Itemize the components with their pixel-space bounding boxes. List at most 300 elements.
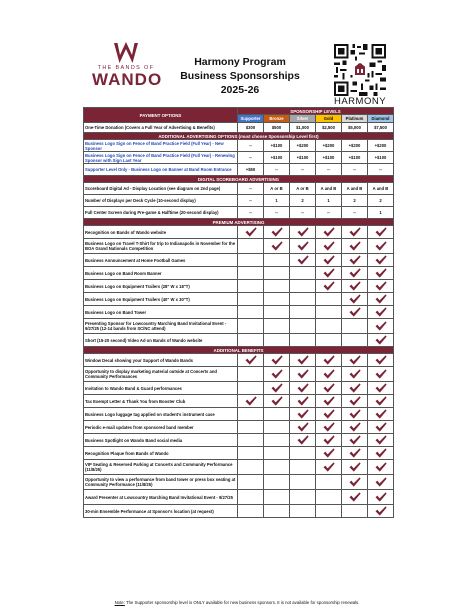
premium-check-cell bbox=[264, 226, 290, 239]
checkmark-icon bbox=[323, 255, 335, 265]
scoreboard-row bbox=[84, 195, 394, 207]
premium-check-cell bbox=[264, 254, 290, 267]
checkmark-icon bbox=[375, 383, 387, 393]
benefit-check-cell bbox=[342, 434, 368, 447]
benefit-check-cell bbox=[368, 421, 394, 434]
checkmark-icon bbox=[297, 369, 309, 379]
benefit-check-cell bbox=[238, 505, 264, 518]
benefit-check-cell bbox=[368, 408, 394, 421]
scoreboard-advertising-header bbox=[84, 176, 394, 183]
premium-check-cell bbox=[264, 319, 290, 334]
scoreboard-value: -- bbox=[238, 207, 264, 219]
scoreboard-value: 2 bbox=[290, 195, 316, 207]
advertising-option-row bbox=[84, 152, 394, 164]
checkmark-icon bbox=[375, 369, 387, 379]
level-bronze: Bronze bbox=[264, 115, 290, 123]
premium-check-cell bbox=[342, 254, 368, 267]
premium-row-label: Business Logo on Equipment Trailers (28" W x 18"T) bbox=[84, 280, 238, 293]
benefit-check-cell bbox=[342, 505, 368, 518]
benefit-check-cell bbox=[238, 460, 264, 475]
benefit-check-cell bbox=[238, 395, 264, 408]
scoreboard-value: 2 bbox=[342, 195, 368, 207]
checkmark-icon bbox=[245, 355, 257, 365]
benefit-check-cell bbox=[316, 505, 342, 518]
benefit-check-cell bbox=[316, 408, 342, 421]
scoreboard-value: 1 bbox=[316, 195, 342, 207]
donation-amount: $5,000 bbox=[342, 123, 368, 133]
checkmark-icon bbox=[323, 435, 335, 445]
checkmark-icon bbox=[323, 241, 335, 251]
advertising-option-price: +$100 bbox=[264, 152, 290, 164]
advertising-option-label: Business Logo Sign on Fence of Band Practice Field (Full Year) - Renewing Sponsor with Sign Last Year bbox=[84, 152, 238, 164]
premium-check-cell bbox=[342, 306, 368, 319]
premium-row bbox=[84, 254, 394, 267]
premium-check-cell bbox=[316, 226, 342, 239]
level-diamond: Diamond bbox=[368, 115, 394, 123]
level-supporter: Supporter bbox=[238, 115, 264, 123]
checkmark-icon bbox=[375, 281, 387, 291]
premium-check-cell bbox=[368, 293, 394, 306]
advertising-option-price: -- bbox=[316, 164, 342, 176]
premium-check-cell bbox=[264, 306, 290, 319]
logo-wordmark: WANDO bbox=[92, 70, 163, 89]
premium-check-cell bbox=[342, 239, 368, 254]
checkmark-icon bbox=[271, 241, 283, 251]
benefit-check-cell bbox=[316, 367, 342, 382]
benefit-check-cell bbox=[316, 395, 342, 408]
advertising-option-label: Supporter Level Only - Business Logo on Banner at Band Room Entrance bbox=[84, 164, 238, 176]
premium-check-cell bbox=[238, 226, 264, 239]
checkmark-icon bbox=[349, 281, 361, 291]
checkmark-icon bbox=[349, 369, 361, 379]
additional-benefits-header bbox=[84, 347, 394, 354]
advertising-option-price: +$100 bbox=[368, 152, 394, 164]
advertising-option-price: +$50 bbox=[238, 164, 264, 176]
checkmark-icon bbox=[375, 435, 387, 445]
checkmark-icon bbox=[323, 268, 335, 278]
premium-check-cell bbox=[290, 267, 316, 280]
checkmark-icon bbox=[297, 435, 309, 445]
benefit-check-cell bbox=[264, 490, 290, 505]
premium-check-cell bbox=[342, 280, 368, 293]
checkmark-icon bbox=[375, 268, 387, 278]
benefit-check-cell bbox=[342, 460, 368, 475]
benefit-check-cell bbox=[290, 505, 316, 518]
checkmark-icon bbox=[349, 448, 361, 458]
benefit-check-cell bbox=[342, 447, 368, 460]
checkmark-icon bbox=[375, 506, 387, 516]
sponsorship-table-body bbox=[84, 108, 394, 518]
premium-row bbox=[84, 267, 394, 280]
premium-row-label: Business Logo on Travel T-Shirt for trip to Indianapolis in November for the BOA Grand Nationals Competition bbox=[84, 239, 238, 254]
checkmark-icon bbox=[375, 396, 387, 406]
benefit-check-cell bbox=[368, 475, 394, 490]
benefit-check-cell bbox=[368, 434, 394, 447]
benefit-check-cell bbox=[238, 354, 264, 367]
benefit-check-cell bbox=[342, 382, 368, 395]
benefit-check-cell bbox=[368, 460, 394, 475]
checkmark-icon bbox=[349, 383, 361, 393]
advertising-option-price: +$100 bbox=[342, 152, 368, 164]
benefit-row-label: Window Decal showing your Support of Wando Bands bbox=[84, 354, 238, 367]
checkmark-icon bbox=[349, 294, 361, 304]
scoreboard-value: 2 bbox=[368, 195, 394, 207]
checkmark-icon bbox=[375, 477, 387, 487]
premium-check-cell bbox=[290, 254, 316, 267]
premium-check-cell bbox=[316, 319, 342, 334]
benefit-check-cell bbox=[316, 354, 342, 367]
benefit-row-label: Invitation to Wando Band & Guard performances bbox=[84, 382, 238, 395]
premium-check-cell bbox=[238, 334, 264, 347]
benefit-check-cell bbox=[290, 490, 316, 505]
benefit-check-cell bbox=[290, 408, 316, 421]
premium-check-cell bbox=[368, 334, 394, 347]
checkmark-icon bbox=[349, 355, 361, 365]
payment-options-header: PAYMENT OPTIONS bbox=[84, 108, 238, 123]
advertising-option-price: +$200 bbox=[342, 140, 368, 152]
checkmark-icon bbox=[349, 241, 361, 251]
advertising-option-price: +$100 bbox=[316, 152, 342, 164]
premium-check-cell bbox=[264, 334, 290, 347]
premium-check-cell bbox=[290, 319, 316, 334]
advertising-option-price: -- bbox=[238, 140, 264, 152]
benefit-check-cell bbox=[264, 421, 290, 434]
premium-advertising-header bbox=[84, 219, 394, 226]
checkmark-icon bbox=[271, 383, 283, 393]
premium-check-cell bbox=[342, 226, 368, 239]
advertising-option-price: -- bbox=[238, 152, 264, 164]
benefit-check-cell bbox=[264, 395, 290, 408]
benefit-row-label: Recognition Plaque from Bands of Wando bbox=[84, 447, 238, 460]
additional-benefits-header-label: ADDITIONAL BENEFITS bbox=[84, 347, 394, 354]
benefit-row bbox=[84, 505, 394, 518]
scoreboard-value: A and B bbox=[368, 183, 394, 195]
scoreboard-value: 1 bbox=[264, 195, 290, 207]
premium-check-cell bbox=[316, 280, 342, 293]
benefit-check-cell bbox=[316, 460, 342, 475]
checkmark-icon bbox=[245, 227, 257, 237]
benefit-row-label: Tax Exempt Letter & Thank You from Booster Club bbox=[84, 395, 238, 408]
checkmark-icon bbox=[323, 227, 335, 237]
premium-check-cell bbox=[342, 334, 368, 347]
sponsorship-table bbox=[83, 107, 394, 518]
donation-amount: $7,500 bbox=[368, 123, 394, 133]
premium-check-cell bbox=[238, 319, 264, 334]
premium-check-cell bbox=[368, 280, 394, 293]
checkmark-icon bbox=[349, 477, 361, 487]
premium-check-cell bbox=[342, 267, 368, 280]
benefit-check-cell bbox=[238, 367, 264, 382]
benefit-check-cell bbox=[316, 475, 342, 490]
title-line-1: Harmony Program bbox=[194, 56, 286, 68]
premium-row bbox=[84, 293, 394, 306]
checkmark-icon bbox=[375, 355, 387, 365]
premium-check-cell bbox=[290, 280, 316, 293]
scoreboard-value: A or B bbox=[290, 183, 316, 195]
scoreboard-row-label: Number of Displays per Deck Cycle (10-second display) bbox=[84, 195, 238, 207]
premium-check-cell bbox=[290, 226, 316, 239]
premium-row bbox=[84, 306, 394, 319]
benefit-row bbox=[84, 490, 394, 505]
premium-check-cell bbox=[342, 293, 368, 306]
checkmark-icon bbox=[349, 492, 361, 502]
benefit-check-cell bbox=[264, 475, 290, 490]
benefit-row-label: Business Logo luggage tag applied on student's instrument case bbox=[84, 408, 238, 421]
benefit-check-cell bbox=[316, 434, 342, 447]
checkmark-icon bbox=[297, 409, 309, 419]
checkmark-icon bbox=[271, 369, 283, 379]
checkmark-icon bbox=[297, 396, 309, 406]
premium-row bbox=[84, 334, 394, 347]
qr-code-icon bbox=[334, 44, 386, 96]
advertising-option-row bbox=[84, 164, 394, 176]
premium-check-cell bbox=[264, 293, 290, 306]
benefit-check-cell bbox=[342, 367, 368, 382]
premium-check-cell bbox=[238, 293, 264, 306]
benefit-check-cell bbox=[264, 354, 290, 367]
checkmark-icon bbox=[375, 294, 387, 304]
checkmark-icon bbox=[323, 355, 335, 365]
bands-of-wando-logo bbox=[92, 42, 163, 94]
checkmark-icon bbox=[323, 281, 335, 291]
benefit-check-cell bbox=[290, 354, 316, 367]
benefit-check-cell bbox=[342, 354, 368, 367]
checkmark-icon bbox=[375, 307, 387, 317]
advertising-option-price: +$200 bbox=[368, 140, 394, 152]
benefit-check-cell bbox=[342, 421, 368, 434]
checkmark-icon bbox=[297, 383, 309, 393]
note-prefix: Note: bbox=[114, 600, 125, 605]
checkmark-icon bbox=[323, 422, 335, 432]
checkmark-icon bbox=[375, 462, 387, 472]
benefit-check-cell bbox=[368, 395, 394, 408]
title-line-2: Business Sponsorships 2025-26 bbox=[180, 70, 300, 96]
premium-check-cell bbox=[316, 293, 342, 306]
benefit-check-cell bbox=[238, 490, 264, 505]
premium-check-cell bbox=[238, 254, 264, 267]
benefit-check-cell bbox=[264, 447, 290, 460]
note-text: The Supporter sponsorship level is ONLY available for new business sponsors. It is not available for sponsorship renewals. bbox=[124, 600, 360, 605]
checkmark-icon bbox=[297, 227, 309, 237]
checkmark-icon bbox=[297, 355, 309, 365]
premium-check-cell bbox=[290, 239, 316, 254]
scoreboard-value: -- bbox=[290, 207, 316, 219]
checkmark-icon bbox=[323, 383, 335, 393]
benefit-check-cell bbox=[290, 395, 316, 408]
premium-check-cell bbox=[290, 334, 316, 347]
premium-check-cell bbox=[316, 254, 342, 267]
premium-row bbox=[84, 226, 394, 239]
checkmark-icon bbox=[297, 241, 309, 251]
premium-row-label: Business Logo on Band Room Banner bbox=[84, 267, 238, 280]
benefit-row bbox=[84, 408, 394, 421]
benefit-check-cell bbox=[264, 382, 290, 395]
benefit-check-cell bbox=[342, 395, 368, 408]
checkmark-icon bbox=[349, 255, 361, 265]
benefit-row-label: 30-min Ensemble Performance at Sponsor's location (at request) bbox=[84, 505, 238, 518]
sponsorship-levels-header: SPONSORSHIP LEVELS bbox=[238, 108, 394, 115]
premium-check-cell bbox=[238, 306, 264, 319]
scoreboard-value: A or B bbox=[264, 183, 290, 195]
scoreboard-row-label: Scoreboard Digital Ad - Display Location (see diagram on 2nd page) bbox=[84, 183, 238, 195]
level-platinum: Platinum bbox=[342, 115, 368, 123]
checkmark-icon bbox=[323, 369, 335, 379]
checkmark-icon bbox=[271, 396, 283, 406]
checkmark-icon bbox=[375, 255, 387, 265]
benefit-check-cell bbox=[264, 434, 290, 447]
premium-row bbox=[84, 239, 394, 254]
scoreboard-value: A and B bbox=[342, 183, 368, 195]
benefit-check-cell bbox=[368, 354, 394, 367]
premium-check-cell bbox=[368, 226, 394, 239]
premium-check-cell bbox=[342, 319, 368, 334]
checkmark-icon bbox=[375, 241, 387, 251]
premium-check-cell bbox=[316, 306, 342, 319]
scoreboard-value: A and B bbox=[316, 183, 342, 195]
benefit-check-cell bbox=[238, 382, 264, 395]
premium-row-label: Business Announcement at Home Football Games bbox=[84, 254, 238, 267]
benefit-check-cell bbox=[342, 475, 368, 490]
donation-amount: $500 bbox=[264, 123, 290, 133]
benefit-check-cell bbox=[368, 367, 394, 382]
premium-row-label: Business Logo on Equipment Trailers (40" W x 30"T) bbox=[84, 293, 238, 306]
benefit-check-cell bbox=[368, 505, 394, 518]
benefit-check-cell bbox=[316, 490, 342, 505]
checkmark-icon bbox=[375, 422, 387, 432]
premium-advertising-header-label: PREMIUM ADVERTISING bbox=[84, 219, 394, 226]
premium-check-cell bbox=[290, 293, 316, 306]
advertising-option-price: -- bbox=[264, 164, 290, 176]
benefit-row-label: Award Presenter at Lowcountry Marching Band Invitational Event - 9/27/25 bbox=[84, 490, 238, 505]
checkmark-icon bbox=[297, 422, 309, 432]
benefit-check-cell bbox=[238, 408, 264, 421]
checkmark-icon bbox=[349, 227, 361, 237]
premium-row-label: Business Logo on Band Tower bbox=[84, 306, 238, 319]
page-title bbox=[170, 55, 310, 97]
one-time-donation-label: One-Time Donation (Covers a Full Year of Advertising & Benefits) bbox=[84, 123, 238, 133]
benefit-row bbox=[84, 421, 394, 434]
checkmark-icon bbox=[375, 227, 387, 237]
benefit-check-cell bbox=[290, 382, 316, 395]
premium-check-cell bbox=[238, 267, 264, 280]
benefit-row-label: Business Spotlight on Wando Band social media bbox=[84, 434, 238, 447]
benefit-row-label: Periodic e-mail updates from sponsored band member bbox=[84, 421, 238, 434]
benefit-check-cell bbox=[342, 490, 368, 505]
benefit-check-cell bbox=[238, 475, 264, 490]
checkmark-icon bbox=[349, 409, 361, 419]
checkmark-icon bbox=[375, 448, 387, 458]
benefit-row-label: Opportunity to display marketing material outside at Concerts and Community Performances bbox=[84, 367, 238, 382]
benefit-row bbox=[84, 395, 394, 408]
donation-amount: $300 bbox=[238, 123, 264, 133]
benefit-check-cell bbox=[316, 421, 342, 434]
scoreboard-value: 1 bbox=[368, 207, 394, 219]
checkmark-icon bbox=[375, 409, 387, 419]
advertising-option-label: Business Logo Sign on Fence of Band Practice Field (Full Year) - New Sponsor bbox=[84, 140, 238, 152]
premium-row bbox=[84, 280, 394, 293]
checkmark-icon bbox=[375, 335, 387, 345]
donation-amount: $1,000 bbox=[290, 123, 316, 133]
benefit-check-cell bbox=[238, 421, 264, 434]
premium-check-cell bbox=[264, 280, 290, 293]
benefit-check-cell bbox=[342, 408, 368, 421]
premium-check-cell bbox=[368, 254, 394, 267]
benefit-check-cell bbox=[368, 382, 394, 395]
benefit-row bbox=[84, 447, 394, 460]
benefit-check-cell bbox=[290, 367, 316, 382]
premium-check-cell bbox=[368, 239, 394, 254]
benefit-check-cell bbox=[368, 490, 394, 505]
levels-header-row bbox=[84, 108, 394, 115]
checkmark-icon bbox=[323, 462, 335, 472]
checkmark-icon bbox=[349, 422, 361, 432]
advertising-option-price: -- bbox=[342, 164, 368, 176]
checkmark-icon bbox=[323, 448, 335, 458]
premium-check-cell bbox=[316, 239, 342, 254]
w-monogram-icon bbox=[113, 42, 139, 64]
advertising-option-price: -- bbox=[290, 164, 316, 176]
checkmark-icon bbox=[245, 396, 257, 406]
advertising-option-row bbox=[84, 140, 394, 152]
benefit-check-cell bbox=[238, 447, 264, 460]
premium-row-label: Short (15-20 second) Video Ad on Bands of Wando website bbox=[84, 334, 238, 347]
advertising-option-price: +$200 bbox=[316, 140, 342, 152]
premium-check-cell bbox=[238, 280, 264, 293]
scoreboard-value: -- bbox=[238, 183, 264, 195]
advertising-option-price: +$200 bbox=[290, 140, 316, 152]
benefit-check-cell bbox=[316, 447, 342, 460]
premium-row-label: Recognition on Bands of Wando website bbox=[84, 226, 238, 239]
level-gold: Gold bbox=[316, 115, 342, 123]
premium-check-cell bbox=[290, 306, 316, 319]
benefit-row bbox=[84, 434, 394, 447]
advertising-option-price: +$100 bbox=[264, 140, 290, 152]
checkmark-icon bbox=[271, 355, 283, 365]
benefit-row bbox=[84, 354, 394, 367]
scoreboard-row bbox=[84, 207, 394, 219]
scoreboard-value: -- bbox=[238, 195, 264, 207]
benefit-check-cell bbox=[290, 421, 316, 434]
scoreboard-value: -- bbox=[264, 207, 290, 219]
benefit-row-label: VIP Seating & Reserved Parking at Concerts and Community Performance (11/8/25) bbox=[84, 460, 238, 475]
checkmark-icon bbox=[271, 227, 283, 237]
benefit-row bbox=[84, 382, 394, 395]
footer-note bbox=[0, 600, 474, 605]
premium-check-cell bbox=[264, 267, 290, 280]
benefit-row bbox=[84, 475, 394, 490]
premium-row-label: Presenting Sponsor for Lowcountry Marching Band Invitational Event - 9/27/25 (12-14 bands from SC/NC attend) bbox=[84, 319, 238, 334]
level-silver: Silver bbox=[290, 115, 316, 123]
checkmark-icon bbox=[349, 462, 361, 472]
checkmark-icon bbox=[375, 321, 387, 331]
benefit-check-cell bbox=[368, 447, 394, 460]
benefit-row-label: Opportunity to view a performance from band tower or press box seating at Community Performance (11/8/25) bbox=[84, 475, 238, 490]
checkmark-icon bbox=[349, 307, 361, 317]
scoreboard-advertising-header-label: DIGITAL SCOREBOARD ADVERTISING bbox=[84, 176, 394, 183]
premium-check-cell bbox=[368, 306, 394, 319]
additional-advertising-header-label: ADDITIONAL ADVERTISING OPTIONS (must choose Sponsorship Level first) bbox=[84, 133, 394, 140]
benefit-check-cell bbox=[290, 434, 316, 447]
qr-caption: HARMONY bbox=[333, 96, 387, 107]
premium-check-cell bbox=[264, 239, 290, 254]
checkmark-icon bbox=[323, 409, 335, 419]
scoreboard-value: -- bbox=[342, 207, 368, 219]
checkmark-icon bbox=[349, 396, 361, 406]
benefit-row bbox=[84, 367, 394, 382]
one-time-donation-row bbox=[84, 123, 394, 133]
benefit-row bbox=[84, 460, 394, 475]
checkmark-icon bbox=[323, 396, 335, 406]
